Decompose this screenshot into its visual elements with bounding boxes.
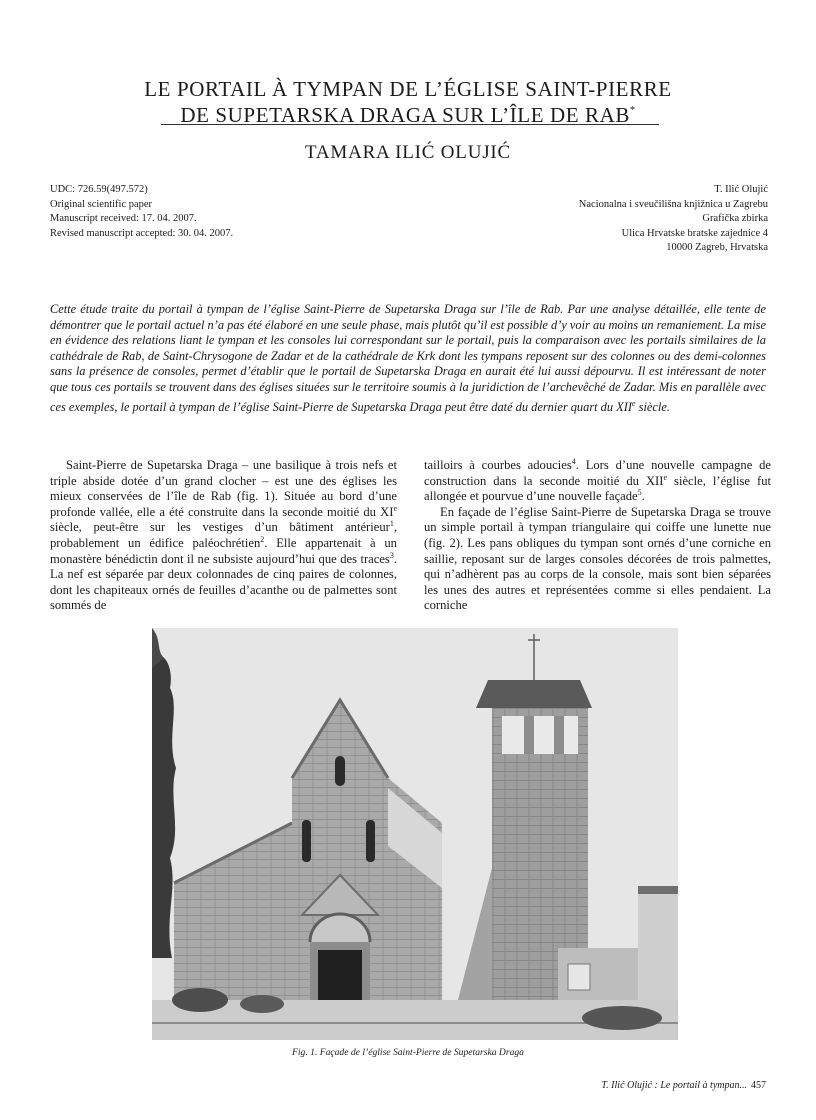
udc-code: UDC: 726.59(497.572) [50, 184, 148, 195]
accepted-date: Revised manuscript accepted: 30. 04. 2007. [50, 227, 234, 239]
abstract [50, 302, 766, 415]
century-sup: e [393, 503, 397, 513]
text-run: siècle, peut-être sur les vestiges d’un bâtiment antérieur [50, 520, 390, 535]
title-footnote-marker: * [630, 105, 636, 116]
received-date: Manuscript received: 17. 04. 2007. [50, 213, 197, 225]
text-run: . Elle appartenait à un monastère bénédictin dont il ne subsiste aujourd’hui que des traces [50, 535, 397, 566]
footnote-ref: 5 [637, 488, 642, 497]
running-head: T. Ilić Olujić : Le portail à tympan... [601, 1080, 747, 1091]
century-sup: e [663, 472, 668, 482]
affiliation-street: Ulica Hrvatske bratske zajednice 4 [621, 227, 768, 239]
author-affiliation [579, 183, 768, 256]
affiliation-department: Grafička zbirka [702, 213, 768, 225]
footnote-ref: 2 [260, 534, 265, 544]
text-run: . Lors d’une nouvelle campagne de construction dans la seconde moitié du XII [424, 458, 771, 488]
abstract-text-end: siècle. [635, 399, 670, 414]
affiliation-city: 10000 Zagreb, Hrvatska [666, 242, 768, 254]
page-number: 457 [751, 1080, 766, 1091]
title-line-2-text: DE SUPETARSKA DRAGA SUR L’ÎLE DE RAB [180, 103, 631, 127]
title-rule [161, 124, 659, 125]
footnote-ref: 4 [571, 456, 576, 466]
abstract-century-sup: e [632, 398, 636, 408]
paper-type: Original scientific paper [50, 198, 153, 210]
text-run: . La nef est séparée par deux colonnades de cinq paires de colonnes, dont les chapiteaux ornés de feuilles d’acanthe ou de palmettes sont sommés de [50, 551, 397, 613]
page-footer [601, 1080, 766, 1091]
figure-caption: Fig. 1. Façade de l’église Saint-Pierre de Supetarska Draga [292, 1047, 524, 1058]
paragraph [50, 458, 397, 614]
article-title-line-1: LE PORTAIL À TYMPAN DE L’ÉGLISE SAINT-PIERRE [144, 77, 672, 101]
body-column-left [50, 458, 397, 614]
author-name: TAMARA ILIĆ OLUJIĆ [304, 142, 512, 163]
paragraph [424, 458, 771, 505]
article-metadata [50, 183, 233, 241]
text-run: , probablement un édifice paléochrétien [50, 520, 397, 550]
text-run: tailloirs à courbes adoucies [424, 458, 572, 472]
text-run: siècle, l’église fut allongée et pourvue d’une nouvelle façade [424, 473, 771, 504]
body-column-right [424, 458, 771, 614]
affiliation-name: T. Ilić Olujić [714, 184, 768, 195]
abstract-text: Cette étude traite du portail à tympan de l’église Saint-Pierre de Supetarska Draga sur l’île de Rab. Par une analyse détaillée, elle tente de démontrer que le portail actuel n’a pas été élaboré en une seule phase, mais plutôt qu’il est possible d’y voir au moins un remaniement. La mise en évidence des relations liant le tympan et les consoles lui correspondant sur le portail, puis la comparaison avec les portails similaires de la cathédrale de Rab, de Saint-Chrysogone de Zadar et de la cathédrale de Krk dont les tympans reposent sur des colonnes ou des demi-colonnes sans la présence de consoles, permet d’établir que le portail de Supetarska Draga en aurait été lui aussi dépourvu. Il est intéressant de noter que tous ces portails se trouvent dans des églises situées sur le territoire soumis à la juridiction de l’archevêché de Zadar. Mis en parallèle avec ces exemples, le portail à tympan de l’église Saint-Pierre de Supetarska Draga peut être daté du dernier quart du XII [50, 302, 766, 414]
text-run: . [641, 489, 645, 504]
footnote-ref: 1 [389, 519, 394, 529]
paragraph: En façade de l’église Saint-Pierre de Supetarska Draga se trouve un simple portail à tympan triangulaire qui coiffe une lunette nue (fig. 2). Les pans obliques du tympan sont ornés d’une corniche en saillie, reposant sur de larges consoles décorées de trois palmettes, qui n’adhèrent pas au corps de la console, mais sont bien séparées les unes des autres et représentées comme si elles pendaient. La corniche [424, 504, 771, 613]
footnote-ref: 3 [389, 550, 394, 560]
church-facade-photo [152, 628, 678, 1040]
affiliation-institution: Nacionalna i sveučilišna knjižnica u Zagrebu [578, 198, 768, 210]
text-run: Saint-Pierre de Supetarska Draga – une basilique à trois nefs et triple abside dotée d’un grand clocher – est une des églises les mieux conservées de l’île de Rab (fig. 1). Située au bord d’une profonde vallée, elle a été construite dans la seconde moitié du XI [50, 458, 397, 519]
